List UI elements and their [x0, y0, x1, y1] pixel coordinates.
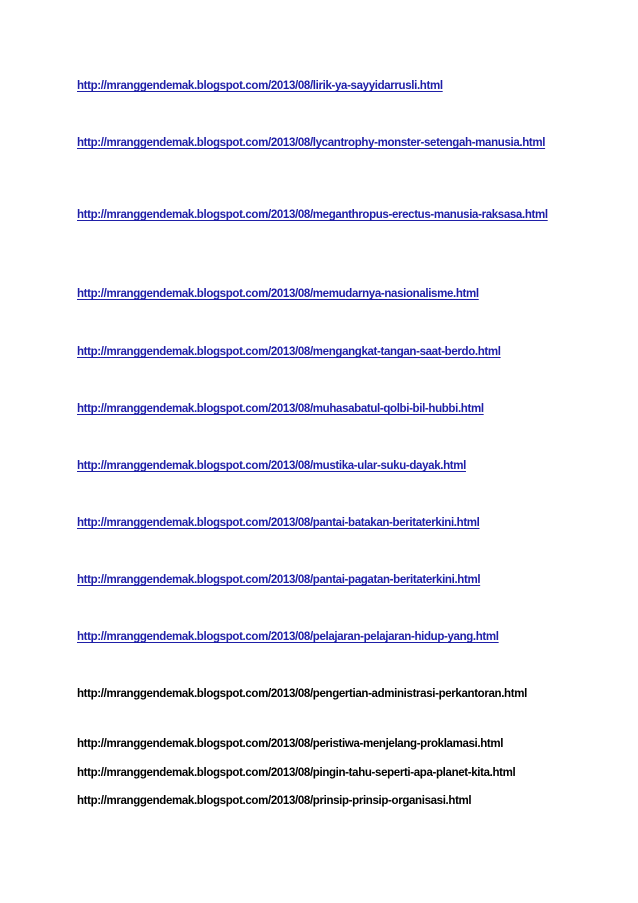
- url-link[interactable]: http://mranggendemak.blogspot.com/2013/08/mengangkat-tangan-saat-berdo.html: [77, 346, 501, 358]
- url-text: http://mranggendemak.blogspot.com/2013/08/peristiwa-menjelang-proklamasi.html: [77, 738, 504, 750]
- url-text: http://mranggendemak.blogspot.com/2013/08/prinsip-prinsip-organisasi.html: [77, 795, 472, 807]
- url-link[interactable]: http://mranggendemak.blogspot.com/2013/08/mustika-ular-suku-dayak.html: [77, 460, 466, 472]
- url-link[interactable]: http://mranggendemak.blogspot.com/2013/08/lirik-ya-sayyidarrusli.html: [77, 80, 443, 92]
- url-link[interactable]: http://mranggendemak.blogspot.com/2013/08/pantai-pagatan-beritaterkini.html: [77, 574, 481, 586]
- url-link[interactable]: http://mranggendemak.blogspot.com/2013/08/pelajaran-pelajaran-hidup-yang.html: [77, 631, 499, 643]
- url-text: http://mranggendemak.blogspot.com/2013/08/pengertian-administrasi-perkantoran.html: [77, 688, 527, 700]
- url-link[interactable]: http://mranggendemak.blogspot.com/2013/08/meganthropus-erectus-manusia-raksasa.html: [77, 209, 548, 221]
- url-link[interactable]: http://mranggendemak.blogspot.com/2013/08/pantai-batakan-beritaterkini.html: [77, 517, 480, 529]
- url-link[interactable]: http://mranggendemak.blogspot.com/2013/08/lycantrophy-monster-setengah-manusia.html: [77, 137, 546, 149]
- url-link[interactable]: http://mranggendemak.blogspot.com/2013/08/memudarnya-nasionalisme.html: [77, 288, 479, 300]
- url-text: http://mranggendemak.blogspot.com/2013/08/pingin-tahu-seperti-apa-planet-kita.html: [77, 767, 516, 779]
- url-link[interactable]: http://mranggendemak.blogspot.com/2013/08/muhasabatul-qolbi-bil-hubbi.html: [77, 403, 484, 415]
